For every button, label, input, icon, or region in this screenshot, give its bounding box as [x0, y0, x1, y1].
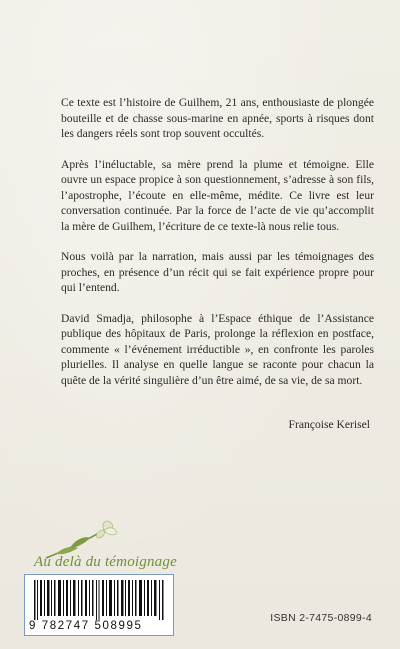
author-signature: Françoise Kerisel [288, 418, 370, 431]
blurb-paragraph-3: Nous voilà par la narration, mais aussi par les témoignages des proches, en présence d’un récit qui se fait expérience propre pour qui l’entend. [61, 250, 374, 294]
blurb-paragraph-1: Ce texte est l’histoire de Guilhem, 21 ans, enthousiaste de plongée bouteille et de chasse sous-marine en apnée, sports à risques dont les dangers réels sont trop souvent occultés. [61, 96, 374, 140]
blurb-text [61, 95, 374, 403]
barcode [24, 574, 174, 636]
barcode-bars [34, 580, 164, 620]
series-logo-text: Au delà du témoignage [34, 554, 177, 570]
blurb-paragraph-2: Après l’inéluctable, sa mère prend la plume et témoigne. Elle ouvre un espace propice à son questionnement, s’adresse à son fils, l’apostrophe, l’écoute en elle-même, médite. Ce livre est leur conversation continuée. Par la force de l’acte de vie qu’accomplit la mère de Guilhem, l’écriture de ce texte-là nous relie tous. [61, 157, 374, 233]
barcode-digits: 9 782747 508995 [29, 620, 143, 632]
series-logo [26, 520, 206, 580]
blurb-paragraph-4: David Smadja, philosophe à l’Espace éthique de l’Assistance publique des hôpitaux de Paris, prolonge la réflexion en postface, commente « l’événement irréductible », en confronte les paroles plurielles. Il analyse en quelle langue se raconte pour chacun la quête de la vérité singulière d’un être aimé, de sa vie, de sa mort. [61, 311, 374, 387]
isbn-number: ISBN 2-7475-0899-4 [270, 612, 372, 624]
